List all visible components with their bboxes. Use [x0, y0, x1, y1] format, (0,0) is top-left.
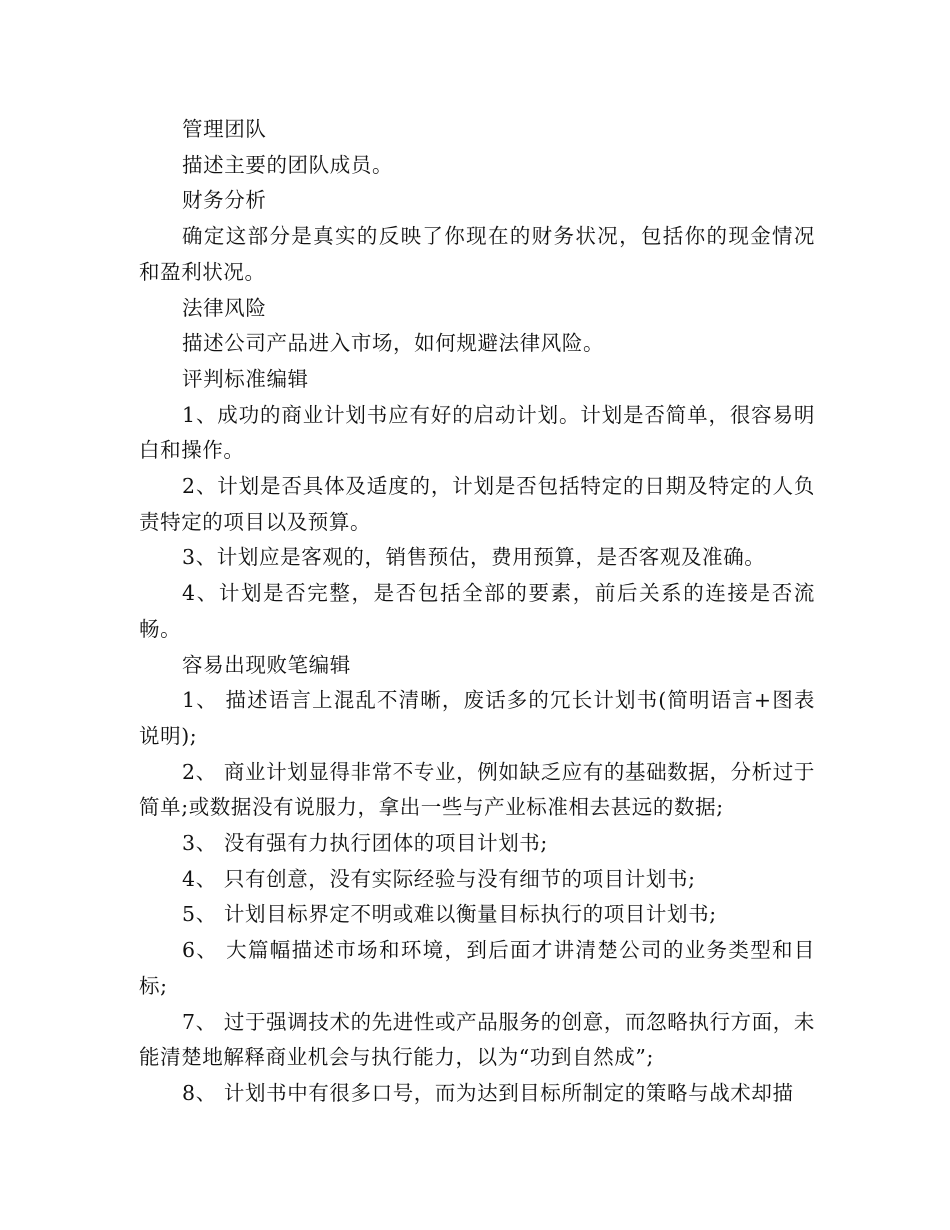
- heading-financial-analysis: 财务分析: [182, 188, 267, 213]
- paragraph-management-team: 描述主要的团队成员。: [182, 152, 394, 177]
- failure-item-8: 8、 计划书中有很多口号，而为达到目标所制定的策略与战术却描: [182, 1080, 794, 1105]
- failure-item-7: 7、 过于强调技术的先进性或产品服务的创意，而忽略执行方面，未能清楚地解释商业机会与执行能力，以为“功到自然成”;: [139, 1009, 815, 1070]
- heading-legal-risk: 法律风险: [182, 295, 267, 320]
- criteria-item-2: 2、计划是否具体及适度的，计划是否包括特定的日期及特定的人负责特定的项目以及预算。: [139, 474, 815, 534]
- failure-item-6: 6、 大篇幅描述市场和环境，到后面才讲清楚公司的业务类型和目标;: [139, 938, 815, 998]
- failure-item-5: 5、 计划目标界定不明或难以衡量目标执行的项目计划书;: [182, 902, 717, 927]
- criteria-item-1: 1、成功的商业计划书应有好的启动计划。计划是否简单，很容易明白和操作。: [139, 402, 815, 463]
- failure-item-1: 1、 描述语言上混乱不清晰，废话多的冗长计划书(简明语言+图表说明);: [139, 688, 815, 748]
- paragraph-legal-risk: 描述公司产品进入市场，如何规避法律风险。: [182, 331, 605, 356]
- failure-item-3: 3、 没有强有力执行团体的项目计划书;: [182, 831, 548, 856]
- paragraph-financial-analysis: 确定这部分是真实的反映了你现在的财务状况，包括你的现金情况和盈利状况。: [139, 224, 815, 284]
- failure-item-2: 2、 商业计划显得非常不专业，例如缺乏应有的基础数据，分析过于简单;或数据没有说服力，拿出一些与产业标准相去甚远的数据;: [139, 759, 815, 820]
- heading-common-failures: 容易出现败笔编辑: [182, 652, 351, 677]
- document-body: [139, 112, 815, 1112]
- heading-management-team: 管理团队: [182, 117, 267, 141]
- criteria-item-3: 3、计划应是客观的，销售预估，费用预算，是否客观及准确。: [182, 545, 766, 570]
- criteria-item-4: 4、计划是否完整，是否包括全部的要素，前后关系的连接是否流畅。: [139, 581, 815, 641]
- heading-evaluation-criteria: 评判标准编辑: [182, 366, 309, 391]
- failure-item-4: 4、 只有创意，没有实际经验与没有细节的项目计划书;: [182, 866, 696, 891]
